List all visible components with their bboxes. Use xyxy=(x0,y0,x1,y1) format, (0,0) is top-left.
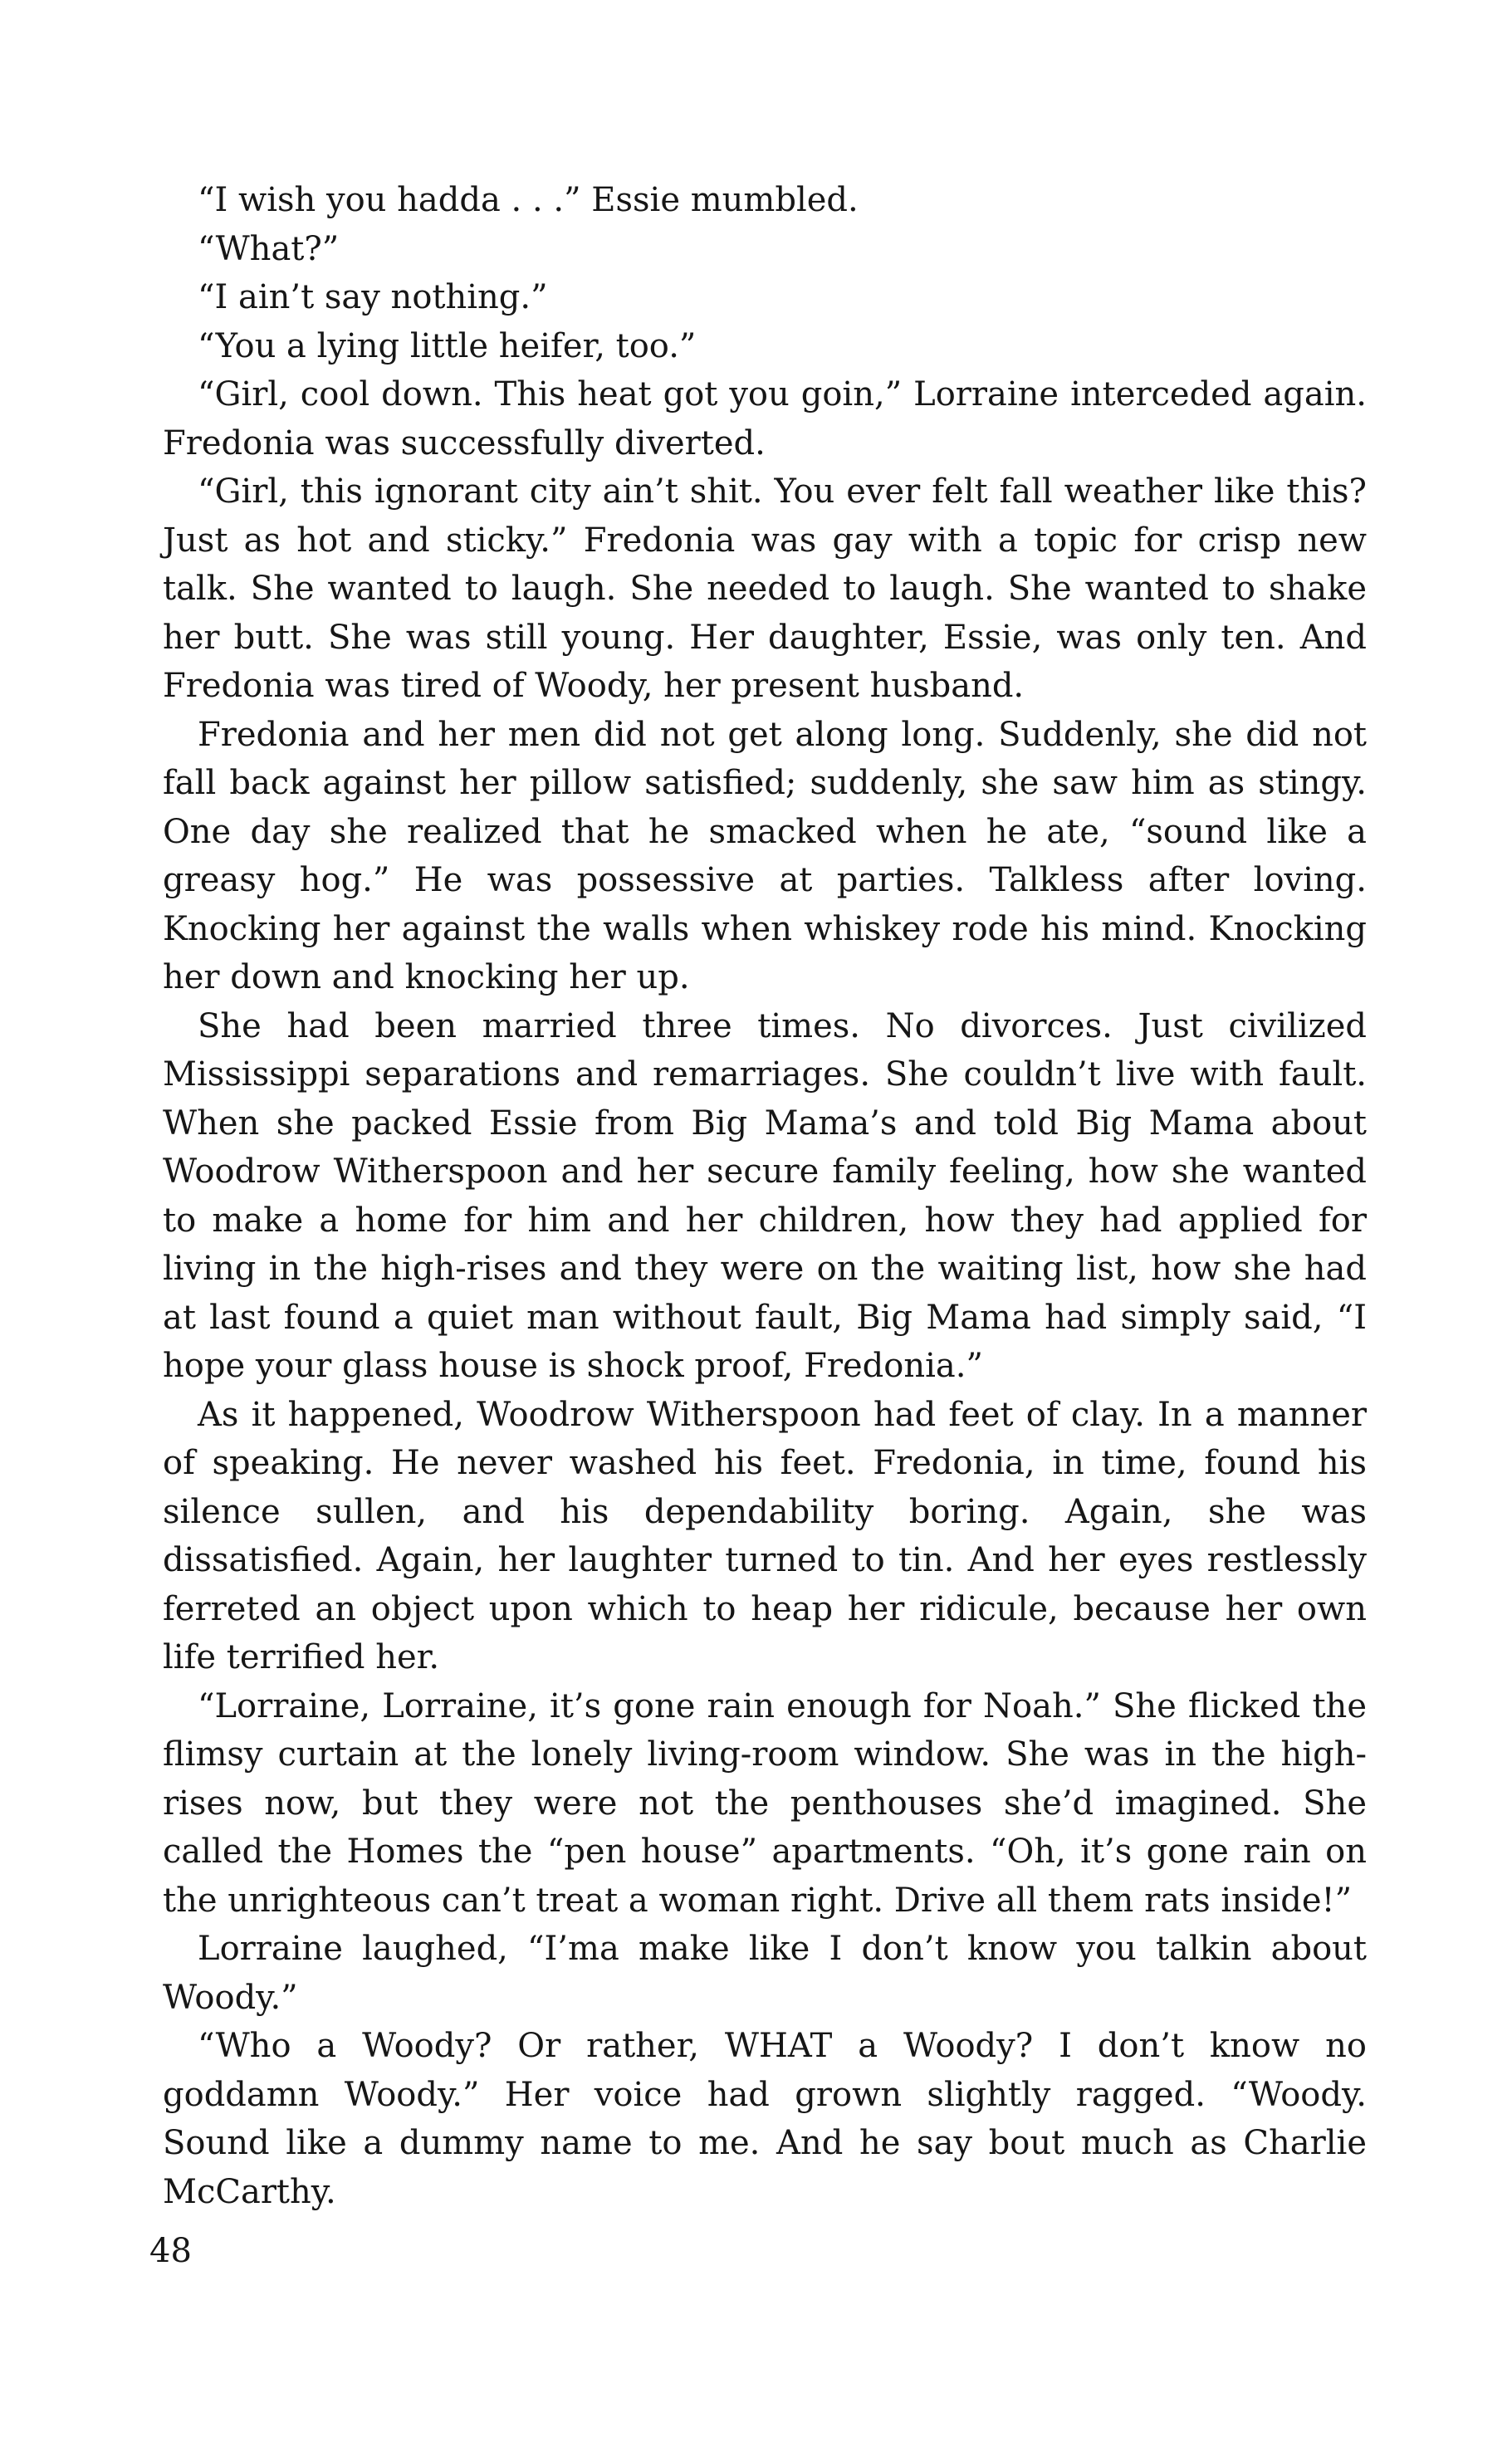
paragraph: As it happened, Woodrow Witherspoon had feet of clay. In a manner of speaking. He never washed his feet. Fredonia, in time, found his silence sullen, and his dependability boring. Again, she was dissatisfied. Again, her laughter turned to tin. And her eyes restlessly ferreted an object upon which to heap her ridicule, because her own life terrified her. xyxy=(163,1395,1367,1676)
paragraph: She had been married three times. No divorces. Just civilized Mississippi separations and remarriages. She couldn’t live with fault. When she packed Essie from Big Mama’s and told Big Mama about Woodrow Witherspoon and her secure family feeling, how she wanted to make a home for him and her children, how they had applied for living in the high-rises and they were on the waiting list, how she had at last found a quiet man without fault, Big Mama had simply said, “I hope your glass house is shock proof, Fredonia.” xyxy=(163,1006,1367,1385)
paragraph: Fredonia and her men did not get along long. Suddenly, she did not fall back against her pillow satisfied; suddenly, she saw him as stingy. One day she realized that he smacked when he ate, “sound like a greasy hog.” He was possessive at parties. Talkless after loving. Knocking her against the walls when whiskey rode his mind. Knocking her down and knocking her up. xyxy=(163,715,1367,996)
paragraph: “Girl, this ignorant city ain’t shit. You ever felt fall weather like this? Just as hot and sticky.” Fredonia was gay with a topic for crisp new talk. She wanted to laugh. She needed to laugh. She wanted to shake her butt. She was still young. Her daughter, Essie, was only ten. And Fredonia was tired of Woody, her present husband. xyxy=(163,472,1367,705)
body-text xyxy=(163,176,1367,2216)
paragraph: “I wish you hadda . . .” Essie mumbled. xyxy=(198,181,859,219)
paragraph: “Lorraine, Lorraine, it’s gone rain enough for Noah.” She flicked the flimsy curtain at the lonely living-room window. She was in the high-rises now, but they were not the penthouses she’d imagined. She called the Homes the “pen house” apartments. “Oh, it’s gone rain on the unrighteous can’t treat a woman right. Drive all them rats inside!” xyxy=(163,1686,1367,1920)
paragraph: “Girl, cool down. This heat got you goin,” Lorraine interceded again. Fredonia was successfully diverted. xyxy=(163,375,1367,462)
paragraph: “What?” xyxy=(198,229,340,268)
paragraph: Lorraine laughed, “I’ma make like I don’t know you talkin about Woody.” xyxy=(163,1930,1367,2017)
page-number: 48 xyxy=(149,2232,192,2270)
paragraph: “You a lying little heifer, too.” xyxy=(198,326,697,365)
paragraph: “I ain’t say nothing.” xyxy=(198,278,548,316)
paragraph: “Who a Woody? Or rather, WHAT a Woody? I don’t know no goddamn Woody.” Her voice had grown slightly ragged. “Woody. Sound like a dummy name to me. And he say bout much as Charlie McCarthy. xyxy=(163,2027,1367,2211)
